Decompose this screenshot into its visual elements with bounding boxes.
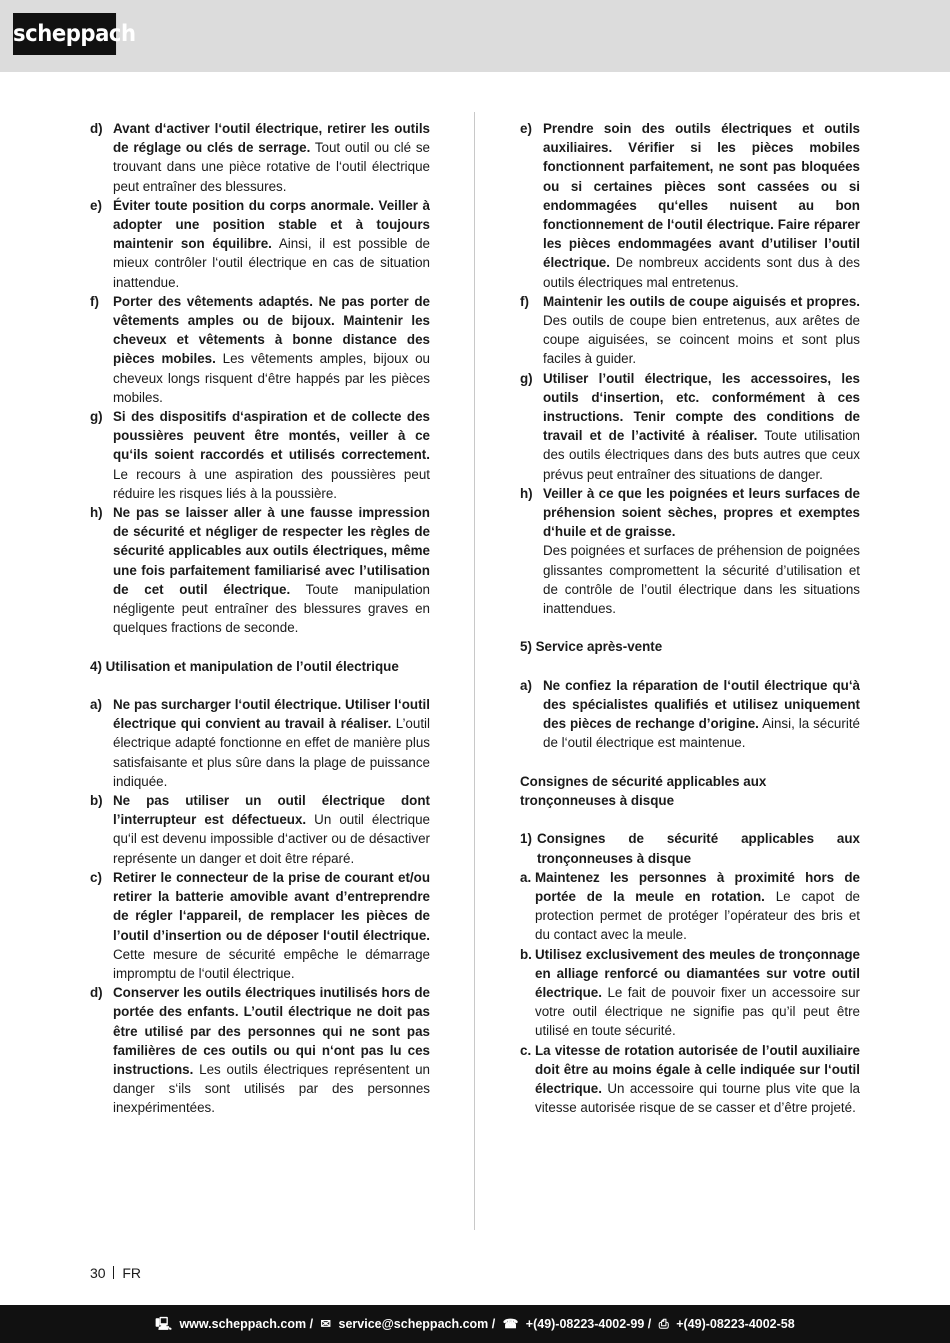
footer-bar <box>0 1305 950 1343</box>
item-text: De nombreux accidents sont dus à des outils électriques mal entretenus. <box>543 255 860 290</box>
list-item <box>520 676 860 753</box>
list-item <box>90 292 430 407</box>
section-heading: 4) Utilisation et manipulation de l’outil électrique <box>90 658 399 674</box>
item-text: Les vêtements amples, bijoux ou cheveux longs risquent d‘être happés par les pièces mobiles. <box>113 351 430 405</box>
item-bold: Ne pas se laisser aller à une fausse impression de sécurité et négliger de respecter les règles de sécurité applicables aux outils électriques, même une fois parfaitement familiarisé avec l’utilisation de cet outil électrique. <box>113 505 430 597</box>
item-bold: Maintenir les outils de coupe aiguisés et propres. <box>543 293 860 309</box>
item-label: f) <box>90 293 99 309</box>
email-link[interactable]: service@scheppach.com / <box>338 1317 496 1331</box>
list-item <box>520 369 860 484</box>
page-separator <box>113 1266 114 1279</box>
list-item <box>90 868 430 983</box>
item-text: Des poignées et surfaces de préhension de poignées glissantes compromettent la sécurité d’utilisation et de contrôle de l’outil électrique dans les situations inattendues. <box>543 543 860 617</box>
item-bold: Avant d‘activer l‘outil électrique, retirer les outils de réglage ou clés de serrage. <box>113 121 430 156</box>
list-item <box>90 407 430 503</box>
list-item <box>90 196 430 292</box>
list-item <box>90 791 430 868</box>
item-bold: Porter des vêtements adaptés. Ne pas porter de vêtements amples ou de bijoux. Maintenir les cheveux et vêtements à bonne distance des pièces mobiles. <box>113 293 430 367</box>
item-label: f) <box>520 293 529 309</box>
phone-number: +(49)-08223-4002-99 / <box>525 1317 652 1331</box>
item-label: e) <box>90 197 102 213</box>
list-item <box>90 503 430 637</box>
item-bold: La vitesse de rotation autorisée de l’outil auxiliaire doit être au moins égale à celle indiquée sur l‘outil électrique. <box>535 1042 860 1097</box>
computer-icon: 🖳 <box>155 1317 172 1331</box>
item-text: Un accessoire qui tourne plus vite que la vitesse autorisée risque de se casser et d’être projeté. <box>535 1081 860 1116</box>
item-bold: Ne confiez la réparation de l‘outil électrique qu‘à des spécialistes qualifiés et utilisez uniquement des pièces de rechange d’origine. <box>543 677 860 732</box>
mail-icon: ✉ <box>320 1317 332 1331</box>
list-item <box>520 945 860 1041</box>
section-heading: 5) Service après-vente <box>520 639 663 655</box>
item-label: g) <box>90 409 103 425</box>
item-text: Ainsi, il est possible de mieux contrôler l‘outil électrique en cas de situation inattendue. <box>113 236 430 290</box>
page-number-value: 30 <box>90 1265 106 1281</box>
item-label: b) <box>90 793 103 809</box>
item-bold: Utilisez exclusivement des meules de tronçonnage en alliage renforcé ou diamantées sur votre outil électrique. <box>535 946 860 1001</box>
item-text: Toute manipulation négligente peut entraîner des blessures graves en quelques fractions de seconde. <box>113 581 430 636</box>
item-label: a) <box>90 697 102 713</box>
list-item <box>520 484 860 618</box>
list-item <box>520 1041 860 1118</box>
item-text: Toute utilisation des outils électriques dans des buts autres que ceux prévus peut entraîner des situations de danger. <box>543 428 860 482</box>
item-bold: Prendre soin des outils électriques et outils auxiliaires. Vérifier si les pièces mobiles fonctionnent parfaitement, ne sont pas bloquées ou si certaines pièces sont cassées ou si endommagées qu‘elles nuisent au bon fonctionnement de l‘outil électrique. Faire réparer les pièces endommagées avant d’utiliser l’outil électrique. <box>543 121 860 271</box>
subsection-heading <box>520 829 860 867</box>
language-code: FR <box>122 1265 142 1281</box>
item-text: Le recours à une aspiration des poussières peut réduire les risques liés à la poussière. <box>113 466 430 501</box>
item-label: d) <box>90 985 103 1001</box>
item-text: Un outil électrique qu‘il est devenu impossible d‘activer ou de désactiver représente un danger et doit être réparé. <box>113 812 430 866</box>
item-bold: Veiller à ce que les poignées et leurs surfaces de préhension soient sèches, propres et exemptes d‘huile et de graisse. <box>543 485 860 540</box>
item-text: Cette mesure de sécurité empêche le démarrage impromptu de l‘outil électrique. <box>113 946 430 981</box>
scheppach-logo: scheppach <box>13 13 116 55</box>
subsection-label: 1) <box>520 831 532 847</box>
item-text: Le capot de protection permet de protéger l’opérateur des bris et du contact avec la meule. <box>535 889 860 943</box>
item-text: Ainsi, la sécurité de l‘outil électrique est maintenue. <box>543 716 860 751</box>
item-label: h) <box>90 505 103 521</box>
header-bar <box>0 0 950 72</box>
item-text: Le fait de pouvoir fixer un accessoire sur votre outil électrique ne signifie pas qu’il peut être utilisé en toute sécurité. <box>535 985 860 1039</box>
item-label: b. <box>520 946 532 962</box>
item-label: a. <box>520 869 532 885</box>
item-label: c. <box>520 1042 532 1058</box>
list-item <box>90 695 430 791</box>
item-text: Les outils électriques représentent un danger s‘ils sont utilisés par des personnes inexpérimentées. <box>113 1061 430 1116</box>
fax-number: +(49)-08223-4002-58 <box>676 1317 795 1331</box>
subsection-title: Consignes de sécurité applicables aux tronçonneuses à disque <box>537 831 860 866</box>
item-label: g) <box>520 370 533 386</box>
item-label: c) <box>90 869 102 885</box>
item-bold: Conserver les outils électriques inutilisés hors de portée des enfants. L’outil électrique ne doit pas être utilisé par des personnes qui ne sont pas familières de ces outils ou qui n‘ont pas lu ces instructions. <box>113 985 430 1077</box>
list-item <box>520 292 860 369</box>
column-divider <box>474 112 475 1230</box>
page-number <box>90 1265 141 1281</box>
list-item <box>90 983 430 1117</box>
item-label: d) <box>90 121 103 136</box>
item-bold: Retirer le connecteur de la prise de courant et/ou retirer la batterie amovible avant d’entreprendre de régler l‘appareil, de remplacer les pièces de l’outil d’insertion ou de déposer l‘outil électrique. <box>113 869 430 943</box>
website-link[interactable]: www.scheppach.com / <box>179 1317 314 1331</box>
left-column <box>90 119 430 1118</box>
list-item <box>90 119 430 196</box>
item-text: L’outil électrique adapté fonctionne en effet de manière plus satisfaisante et plus sûre dans la plage de puissance indiquée. <box>113 716 430 789</box>
item-label: a) <box>520 677 532 693</box>
phone-icon: ☎ <box>502 1317 519 1331</box>
fax-icon: ⎙ <box>658 1317 669 1331</box>
item-text: Tout outil ou clé se trouvant dans une pièce rotative de l‘outil électrique peut entraîner des blessures. <box>113 140 430 194</box>
item-bold: Utiliser l’outil électrique, les accessoires, les outils d‘insertion, etc. conformément à ces instructions. Tenir compte des conditions de travail et de l’activité à réaliser. <box>543 370 860 444</box>
item-bold: Maintenez les personnes à proximité hors de portée de la meule en rotation. <box>535 869 860 905</box>
item-bold: Ne pas surcharger l‘outil électrique. Utiliser l‘outil électrique qui convient au travail à réaliser. <box>113 697 430 732</box>
list-item <box>520 868 860 945</box>
item-bold: Ne pas utiliser un outil électrique dont l’interrupteur est défectueux. <box>113 793 430 828</box>
item-bold: Si des dispositifs d‘aspiration et de collecte des poussières peuvent être montés, veiller à ce qu‘ils soient raccordés et utilisés correctement. <box>113 409 430 463</box>
item-label: h) <box>520 485 533 501</box>
item-label: e) <box>520 121 532 136</box>
list-item <box>520 119 860 292</box>
item-text: Des outils de coupe bien entretenus, aux arêtes de coupe aiguisées, se coincent moins et sont plus faciles à guider. <box>543 313 860 367</box>
right-column <box>520 119 860 1118</box>
item-bold: Éviter toute position du corps anormale. Veiller à adopter une position stable et à toujours maintenir son équilibre. <box>113 197 430 252</box>
consignes-heading: Consignes de sécurité applicables aux tronçonneuses à disque <box>520 773 767 809</box>
